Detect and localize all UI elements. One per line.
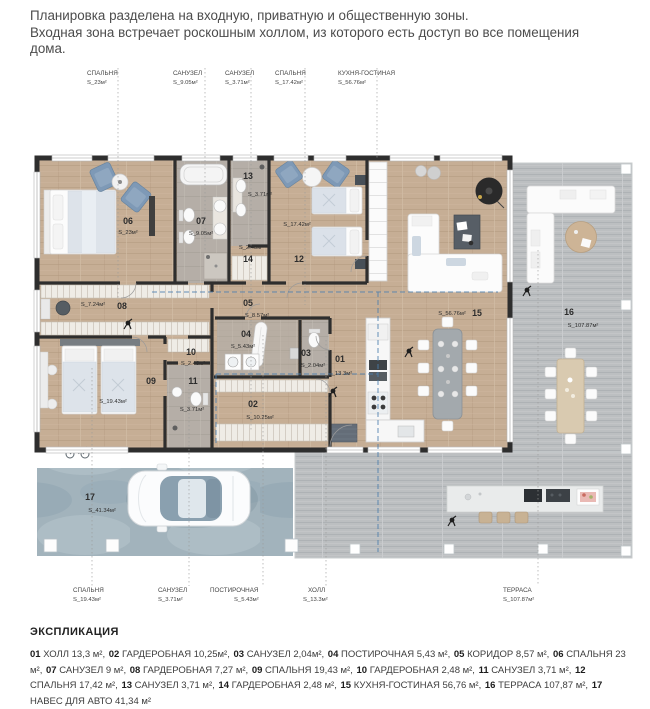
legend-item-num: 10 xyxy=(356,664,368,676)
legend-item xyxy=(479,665,572,676)
room-03-number: 03 xyxy=(301,348,311,358)
carport-car xyxy=(126,464,258,532)
legend-item xyxy=(454,649,549,660)
legend-item-text: СПАЛЬНЯ 17,42 м², xyxy=(30,680,118,691)
legend-item xyxy=(218,680,336,691)
legend-item-text: ГАРДЕРОБНАЯ 7,27 м², xyxy=(142,664,249,676)
legend-item-text: ТЕРРАСА 107,87 м², xyxy=(498,680,589,691)
legend xyxy=(30,626,632,709)
legend-items xyxy=(30,647,632,709)
room-03-area: S_2.04м² xyxy=(300,363,326,369)
legend-item-num: 13 xyxy=(121,680,133,691)
legend-item-num: 07 xyxy=(45,664,57,676)
callout-hall-bottom-area: S_13.3м² xyxy=(303,597,328,603)
legend-item-text: КОРИДОР 8,57 м², xyxy=(467,649,550,660)
room-06-area: S_23м² xyxy=(118,230,138,236)
legend-item xyxy=(233,649,324,660)
room-16-area: S_107.87м² xyxy=(567,323,599,329)
legend-item-num: 06 xyxy=(552,649,564,660)
callout-bath1-top-area: S_9.05м² xyxy=(173,80,198,86)
legend-item-num: 14 xyxy=(218,680,229,691)
legend-item xyxy=(252,665,353,676)
room-08-number: 08 xyxy=(117,301,127,311)
legend-item-num: 01 xyxy=(30,649,41,660)
room-17-area: S_41.34м² xyxy=(88,508,116,514)
room-14-area: S_2.48м² xyxy=(238,245,264,251)
legend-item-text: САНУЗЕЛ 3,71 м², xyxy=(491,664,572,676)
legend-item-text: СПАЛЬНЯ 23 м², xyxy=(30,649,626,676)
legend-item xyxy=(130,665,248,676)
room-02-area: S_10.25м² xyxy=(246,415,274,421)
legend-item-text: САНУЗЕЛ 9 м², xyxy=(59,664,127,676)
legend-item-text: КУХНЯ-ГОСТИНАЯ 56,76 м², xyxy=(353,680,482,691)
callout-laundry-bottom-area: S_5.43м² xyxy=(234,597,259,603)
callout-terrace-bottom-name: ТЕРРАСА xyxy=(503,587,532,594)
room-15-number: 15 xyxy=(472,308,482,318)
room-14-number: 14 xyxy=(243,254,253,264)
legend-item xyxy=(485,680,588,691)
legend-item-text: ХОЛЛ 13,3 м², xyxy=(43,649,106,660)
legend-item-num: 08 xyxy=(129,664,141,676)
legend-item-text: САНУЗЕЛ 3,71 м², xyxy=(134,680,215,691)
top-callouts xyxy=(87,70,396,86)
room-07-number: 07 xyxy=(196,216,206,226)
room-06-number: 06 xyxy=(123,216,133,226)
legend-title: ЭКСПЛИКАЦИЯ xyxy=(30,626,119,638)
callout-bedroom2-top-area: S_17.42м² xyxy=(275,80,303,86)
legend-item xyxy=(46,665,126,676)
callout-bedroom-top-name: СПАЛЬНЯ xyxy=(87,70,118,77)
room-16-number: 16 xyxy=(564,307,574,317)
room-01-number: 01 xyxy=(335,354,345,364)
legend-item xyxy=(341,680,482,691)
legend-item-num: 03 xyxy=(233,649,245,660)
callout-bath-bottom-name: САНУЗЕЛ xyxy=(158,587,188,594)
legend-item-num: 17 xyxy=(591,680,603,691)
callout-terrace-bottom-area: S_107.87м² xyxy=(503,597,535,603)
legend-item xyxy=(328,649,450,660)
room-10-area: S_2.48м² xyxy=(180,361,206,367)
room-13-area: S_3.71м² xyxy=(247,192,273,198)
callout-kitchen-top-name: КУХНЯ-ГОСТИНАЯ xyxy=(338,70,396,77)
callout-bedroom-bottom-area: S_19.43м² xyxy=(73,597,101,603)
callout-laundry-bottom-name: ПОСТИРОЧНАЯ xyxy=(210,587,259,594)
room-09-number: 09 xyxy=(146,376,156,386)
intro-line-2: Входная зона встречает роскошным холлом, из которого есть доступ во все помещения дома. xyxy=(30,24,580,57)
legend-item-text: НАВЕС ДЛЯ АВТО 41,34 м² xyxy=(30,695,152,707)
callout-bedroom2-top-name: СПАЛЬНЯ xyxy=(275,70,306,77)
room-10-number: 10 xyxy=(186,347,196,357)
legend-item xyxy=(357,665,475,676)
room-05-area: S_8.57м² xyxy=(244,313,270,319)
legend-item-num: 04 xyxy=(327,649,339,660)
legend-item-text: САНУЗЕЛ 2,04м², xyxy=(246,649,325,660)
legend-item xyxy=(109,649,230,660)
legend-item-text: ГАРДЕРОБНАЯ 2,48 м², xyxy=(369,664,475,676)
room-07-area: S_9.05м² xyxy=(188,231,214,237)
callout-bedroom-top-area: S_23м² xyxy=(87,80,107,86)
legend-item-num: 15 xyxy=(340,680,352,691)
room-02-number: 02 xyxy=(248,399,258,409)
legend-item-num: 16 xyxy=(484,680,496,691)
bottom-callouts xyxy=(73,587,534,603)
room-08-area: S_7.24м² xyxy=(80,302,106,308)
legend-item-text: СПАЛЬНЯ 19,43 м², xyxy=(265,664,353,676)
legend-item-num: 09 xyxy=(251,664,263,676)
room-04-number: 04 xyxy=(241,329,251,339)
room-11-number: 11 xyxy=(188,376,198,386)
legend-item-num: 05 xyxy=(453,649,465,660)
room-12-number: 12 xyxy=(294,254,304,264)
room-17-number: 17 xyxy=(85,492,95,502)
callout-bath2-top-name: САНУЗЕЛ xyxy=(225,70,255,77)
room-12-area: S_17.42м² xyxy=(283,222,311,228)
callout-bath2-top-area: S_3.71м² xyxy=(225,80,250,86)
legend-item xyxy=(121,680,214,691)
callout-bath-bottom-area: S_3.71м² xyxy=(158,597,183,603)
legend-item-text: ПОСТИРОЧНАЯ 5,43 м², xyxy=(341,649,451,660)
callout-hall-bottom-name: ХОЛЛ xyxy=(308,587,326,594)
legend-item-num: 02 xyxy=(108,649,120,660)
callout-bedroom-bottom-name: СПАЛЬНЯ xyxy=(73,587,104,594)
legend-item-text: ГАРДЕРОБНАЯ 2,48 м², xyxy=(231,680,337,691)
room-09-area: S_19.43м² xyxy=(99,399,127,405)
room-04-area: S_5.43м² xyxy=(230,344,256,350)
room-15-area: S_56.76м² xyxy=(438,311,466,317)
intro-line-1: Планировка разделена на входную, приватную и общественную зоны. xyxy=(30,8,469,23)
legend-item xyxy=(30,649,105,660)
legend-item-num: 11 xyxy=(478,664,489,676)
legend-item-text: ГАРДЕРОБНАЯ 10,25м², xyxy=(121,649,230,660)
room-11-area: S_3.71м² xyxy=(179,407,205,413)
room-01-area: S_13.3м² xyxy=(327,371,353,377)
callout-kitchen-top-area: S_56.76м² xyxy=(338,80,366,86)
room-13-number: 13 xyxy=(243,171,253,181)
room-05-number: 05 xyxy=(243,298,253,308)
wc-03-fixtures xyxy=(309,329,321,348)
legend-item-num: 12 xyxy=(575,664,586,676)
callout-bath1-top-name: САНУЗЕЛ xyxy=(173,70,203,77)
